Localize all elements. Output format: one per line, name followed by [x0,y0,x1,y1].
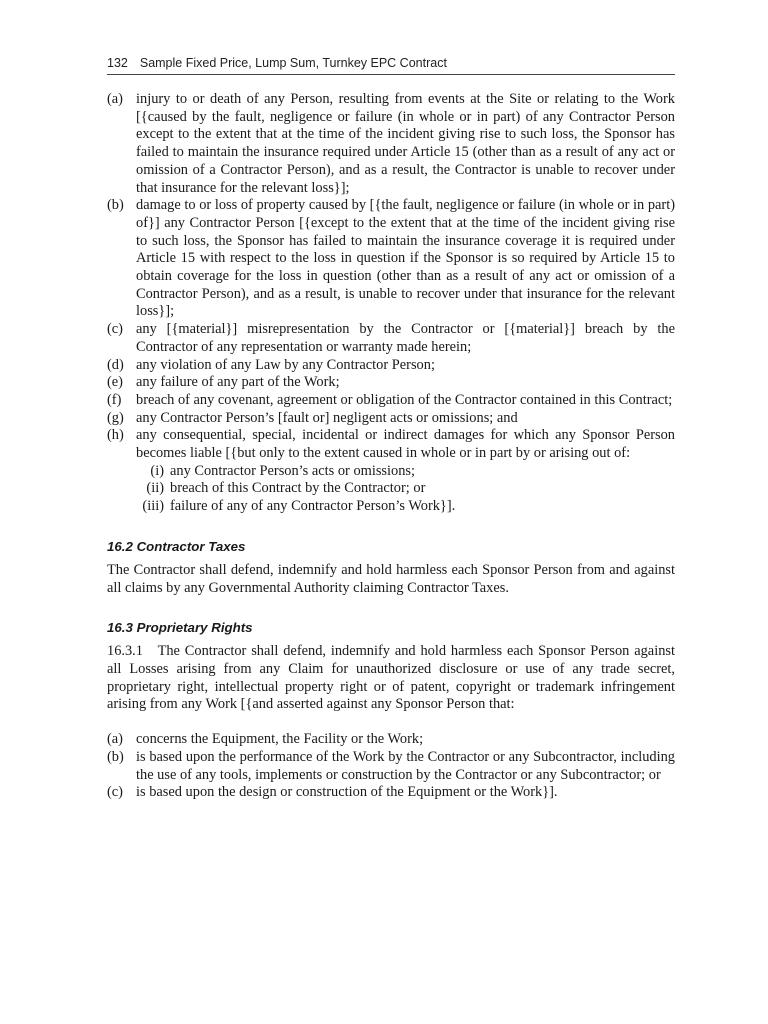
item-label: (c) [107,321,123,338]
item-label: (f) [107,391,122,408]
item-label: (a) [107,91,123,107]
item-label: (b) [107,748,124,765]
item-text: concerns the Equipment, the Facility or the Work; [136,731,424,748]
sub-item-text: failure of any of any Contractor Person’s Work}]. [170,498,456,515]
item-text: is based upon the performance of the Work by the Contractor or any Subcontractor, including the use of any tools, implements or construction by the Contractor or any Subcontractor; or [136,748,675,783]
running-title: Sample Fixed Price, Lump Sum, Turnkey EPC Contract [139,56,447,70]
item-text: breach of any covenant, agreement or obligation of the Contractor contained in this Contract; [136,391,673,408]
sub-list-item [136,463,675,481]
list-item [107,427,675,462]
section-heading-contractor-taxes: 16.2 Contractor Taxes [107,538,246,554]
item-text: any consequential, special, incidental or indirect damages for which any Sponsor Person becomes liable [{but only to the extent caused in whole or in part by or arising out of: [136,427,675,462]
sub-item-label: (iii) [142,498,164,515]
item-text: any failure of any part of the Work; [136,374,340,391]
item-text: any [{material}] misrepresentation by the Contractor or [{material}] breach by the Contractor of any representation or warranty made herein; [136,321,675,355]
running-header [107,56,675,75]
item-label: (c) [107,784,123,801]
item-text: injury to or death of any Person, resulting from events at the Site or relating to the Work [{caused by the fault, negligence or failure (in whole or in part) of any Contractor Person except to the extent that at the time of the incident giving rise to such loss, the Sponsor has failed to maintain the insurance required under Article 15 (other than as a result of any act or omission of a Contractor Person), and as a result, the Contractor is unable to recover under that insurance for the relevant loss}]; [136,91,675,196]
item-label: (e) [107,374,123,391]
indemnity-list [107,91,675,516]
item-text: any Contractor Person’s [fault or] negligent acts or omissions; and [136,409,518,426]
item-label: (h) [107,427,124,444]
sub-item-label: (ii) [146,480,164,497]
section-heading-proprietary-rights: 16.3 Proprietary Rights [107,620,253,636]
sub-list-item [136,480,675,498]
sub-list-item [136,498,675,516]
list-item [107,410,675,428]
list-item [107,749,675,784]
list-item [107,321,675,356]
list-item [107,392,675,410]
sub-item-text: any Contractor Person’s acts or omissions; [170,462,416,479]
list-item [107,731,675,749]
paragraph-proprietary-rights [107,643,675,714]
item-label: (a) [107,731,123,748]
sub-item-text: breach of this Contract by the Contractor; or [170,480,426,497]
item-text: damage to or loss of property caused by [{the fault, negligence or failure (in whole or in part) of}] any Contractor Person [{except to the extent that at the time of the incident giving rise to such loss, the Sponsor has failed to maintain the insurance coverage it is required under Article 15 with respect to the loss in question if the Sponsor is so required by Article 15 to obtain coverage for the loss in question (other than as a result of any act or omission of a Contractor Person), and as a result, is unable to recover under that insurance for the relevant loss}]; [136,197,675,320]
item-label: (b) [107,197,124,214]
clause-number: 16.3.1 [107,643,143,660]
list-item [107,374,675,392]
item-text: is based upon the design or construction of the Equipment or the Work}]. [136,784,558,801]
list-item [107,357,675,375]
item-label: (g) [107,409,124,426]
page-number: 132 [107,56,128,70]
list-item [107,197,675,321]
item-text: any violation of any Law by any Contractor Person; [136,356,435,373]
proprietary-rights-list [107,731,675,802]
list-item [107,784,675,802]
sub-item-label: (i) [150,462,164,479]
clause-text: The Contractor shall defend, indemnify and hold harmless each Sponsor Person against all Losses arising from any Claim for unauthorized disclosure or use of any trade secret, proprietary right, intellectual property right or of patent, copyright or trademark infringement arising from any Work [{and asserted against any Sponsor Person that: [107,643,675,713]
page-body [107,91,675,802]
paragraph-contractor-taxes: The Contractor shall defend, indemnify and hold harmless each Sponsor Person from and against all claims by any Governmental Authority claiming Contractor Taxes. [107,561,675,596]
item-label: (d) [107,356,124,373]
list-item [107,91,675,197]
